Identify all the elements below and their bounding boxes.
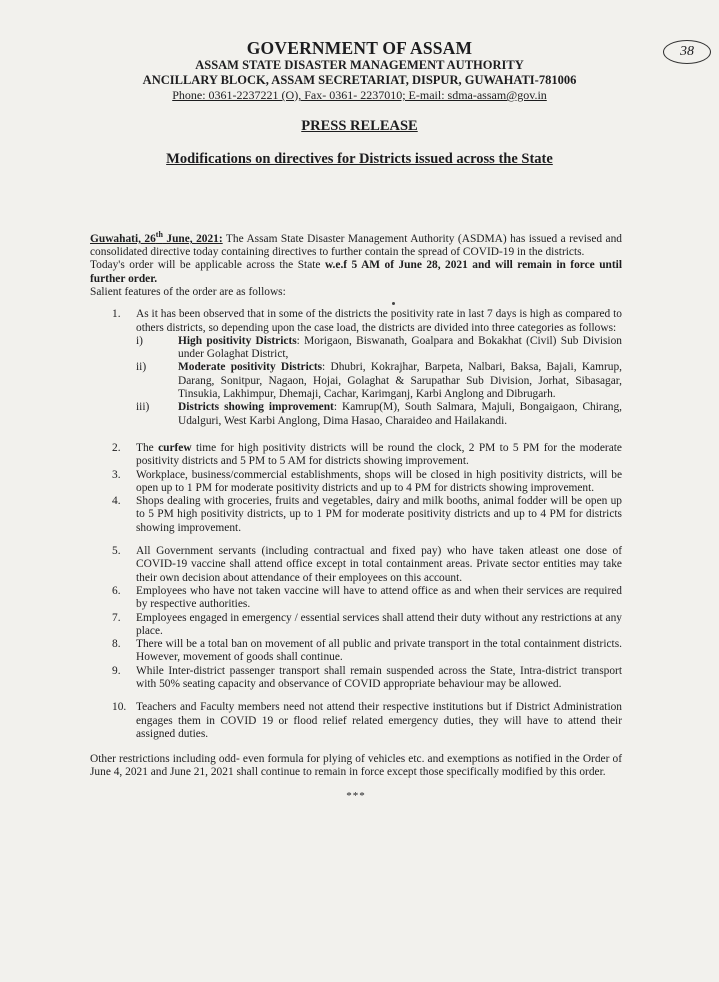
category-label: High positivity Districts [178,334,297,347]
salient-features-intro: Salient features of the order are as follows: [90,285,286,298]
directive-item [90,701,622,741]
government-title: GOVERNMENT OF ASSAM [246,38,473,58]
category-label: Districts showing improvement [178,401,334,414]
order-paragraph [90,259,622,286]
item-text: Shops dealing with groceries, fruits and vegetables, dairy and milk booths, animal fodder will be open up to 5 PM high positivity districts, up to 1 PM for moderate positivity districts and up to 4 PM for districts showing improvement. [136,495,622,534]
order-text: Today's order will be applicable across the State [90,259,325,272]
directive-item [90,442,622,469]
item-number: 9. [112,664,121,677]
letterhead [0,38,719,103]
order-effective-date: w.e.f 5 AM of June 28, 2021 and will remain in force until further order. [90,259,622,285]
end-mark: *** [346,789,366,802]
item-text: All Government servants (including contractual and fixed pay) who have taken atleast one dose of COVID-19 vaccine shall attend office except in total containment areas. Private sector entities may take their own decision about attendance of their employees on this account. [136,545,622,584]
subject-heading: Modifications on directives for Districts issued across the State [166,151,553,167]
contact-line: Phone: 0361-2237221 (O), Fax- 0361- 2237010; E-mail: sdma-assam@gov.in [172,88,547,102]
directive-item [90,612,622,639]
item-number: 6. [112,584,121,597]
dateline: Guwahati, 26th June, 2021: [90,230,223,245]
item-number: 8. [112,638,121,651]
authority-address: ANCILLARY BLOCK, ASSAM SECRETARIAT, DISPUR, GUWAHATI-781006 [142,73,577,87]
category-item [136,335,622,362]
item-number: 1. [112,308,121,321]
press-release-title: PRESS RELEASE [301,118,418,134]
category-numeral: ii) [136,361,147,374]
item-number: 7. [112,611,121,624]
category-numeral: i) [136,334,143,347]
item-keyword: curfew [158,441,192,454]
category-numeral: iii) [136,401,150,414]
category-districts: : Kamrup(M), South Salmara, Majuli, Bongaigaon, Chirang, Udalguri, West Karbi Anglong, Dima Hasao, Charaideo and Hailakandi. [178,401,622,427]
item-number: 10. [112,701,127,714]
directive-item [90,545,622,585]
closing-paragraph: Other restrictions including odd- even formula for plying of vehicles etc. and exemptions as notified in the Order of June 4, 2021 and June 21, 2021 shall continue to remain in force except those specifically modified by this order. [90,753,622,779]
category-list [136,335,622,428]
directive-item [90,665,622,692]
item-text: Workplace, business/commercial establishments, shops will be closed in high positivity districts, will be open up to 1 PM for moderate positivity districts and up to 4 PM for districts showing improvement. [136,468,622,494]
directive-item [90,469,622,496]
directive-item [90,308,622,428]
item-text: Teachers and Faculty members need not attend their respective institutions but if District Administration engages them in COVID 19 or flood relief related emergency duties, they will have to attend their assigned duties. [136,701,622,740]
directive-item [90,638,622,665]
authority-name: ASSAM STATE DISASTER MANAGEMENT AUTHORITY [195,58,524,72]
category-label: Moderate positivity Districts [178,361,323,374]
item-number: 3. [112,468,121,481]
intro-paragraph [90,228,622,259]
category-districts: : Morigaon, Biswanath, Goalpara and Bokakhat (Civil) Sub Division under Golaghat District, [178,334,622,361]
item-number: 4. [112,495,121,508]
directive-item [90,585,622,612]
item-text: While Inter-district passenger transport shall remain suspended across the State, Intra-district transport with 50% seating capacity and observance of COVID appropriate behaviour may be allowed. [136,664,622,690]
item-text: The [136,441,159,454]
intro-text: The Assam State Disaster Management Authority (ASDMA) has issued a revised and consolidated directive today containing directives to further contain the spread of COVID-19 in the districts. [90,232,622,259]
directive-list [90,308,622,741]
category-item [136,361,622,401]
directive-item [90,495,622,535]
item-number: 2. [112,441,121,454]
category-item [136,401,622,428]
page-number: 38 [663,40,711,64]
category-districts: : Dhubri, Kokrajhar, Barpeta, Nalbari, Baksa, Bajali, Kamrup, Darang, Sonitpur, Nagaon, Hojai, Golaghat & Sarupathar Sub Division, Jorhat, Sibasagar, Tinsukia, Lakhimpur, Dhemaji, Cachar, Karimganj, Karbi Anglong and Dibrugarh. [178,361,622,401]
item-text: time for high positivity districts will be round the clock, 2 PM to 5 PM for the moderate positivity districts and 5 PM to 5 AM for districts showing improvement. [136,441,622,468]
document-body [90,228,622,803]
item-text: As it has been observed that in some of the districts the positivity rate in last 7 days is high as compared to others districts, so depending upon the case load, the districts are divided into three categories as follows: [136,308,622,334]
item-number: 5. [112,545,121,558]
item-text: Employees engaged in emergency / essential services shall attend their duty without any restrictions at any place. [136,611,622,637]
item-text: Employees who have not taken vaccine will have to attend office as and when their services are required by respective authorities. [136,584,622,611]
item-text: There will be a total ban on movement of all public and private transport in the total containment districts. However, movement of goods shall continue. [136,638,622,664]
